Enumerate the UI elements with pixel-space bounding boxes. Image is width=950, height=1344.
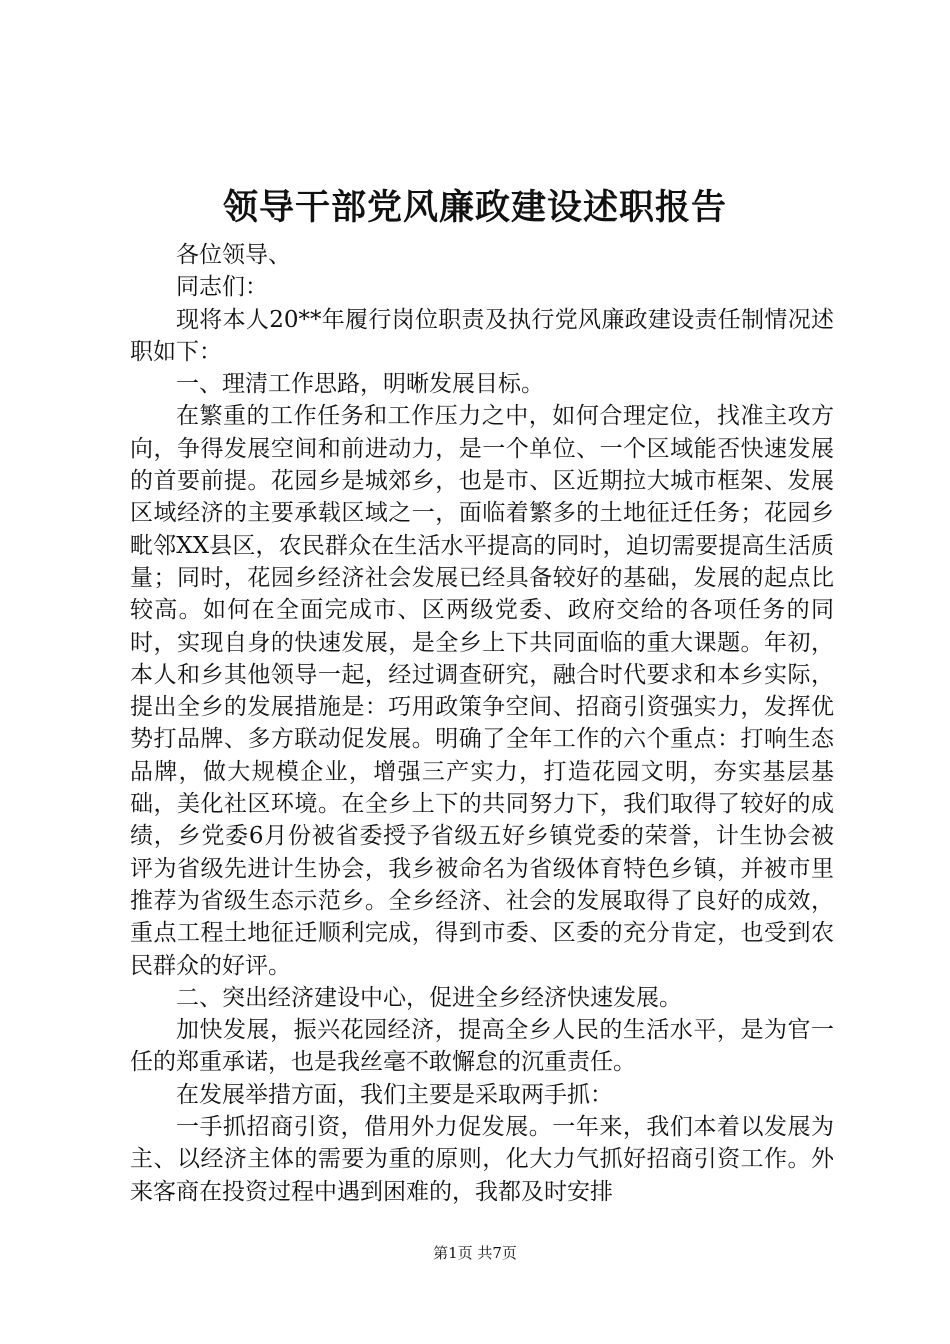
page-footer: 第1页 共7页 [433, 1244, 517, 1262]
salutation-line: 各位领导、 [176, 242, 291, 268]
body-paragraph: 一手抓招商引资，借用外力促发展。一年来，我们本着以发展为主、以经济主体的需要为重的原则，化大力气抓好招商引资工作。外来客商在投资过程中遇到困难的，我都及时安排 [130, 1114, 834, 1205]
salutation-line: 同志们： [176, 274, 268, 301]
section-heading: 一、理清工作思路，明晰发展目标。 [176, 371, 544, 398]
document-body [130, 239, 834, 1208]
intro-paragraph: 现将本人20**年履行岗位职责及执行党风廉政建设责任制情况述职如下： [130, 306, 834, 365]
section-heading: 二、突出经济建设中心，促进全乡经济快速发展。 [176, 984, 682, 1011]
body-paragraph: 在繁重的工作任务和工作压力之中，如何合理定位，找准主攻方向，争得发展空间和前进动力，是一个单位、一个区域能否快速发展的首要前提。花园乡是城郊乡，也是市、区近期拉大城市框架、发展区域经济的主要承载区域之一，面临着繁多的土地征迁任务；花园乡毗邻XX县区，农民群众在生活水平提高的同时，迫切需要提高生活质量；同时，花园乡经济社会发展已经具备较好的基础，发展的起点比较高。如何在全面完成市、区两级党委、政府交给的各项任务的同时，实现自身的快速发展，是全乡上下共同面临的重大课题。年初，本人和乡其他领导一起，经过调查研究，融合时代要求和本乡实际，提出全乡的发展措施是：巧用政策争空间、招商引资强实力，发挥优势打品牌、多方联动促发展。明确了全年工作的六个重点：打响生态品牌，做大规模企业，增强三产实力，打造花园文明，夯实基层基础，美化社区环境。在全乡上下的共同努力下，我们取得了较好的成绩，乡党委6月份被省委授予省级五好乡镇党委的荣誉，计生协会被评为省级先进计生协会，我乡被命名为省级体育特色乡镇，并被市里推荐为省级生态示范乡。全乡经济、社会的发展取得了良好的成效，重点工程土地征迁顺利完成，得到市委、区委的充分肯定，也受到农民群众的好评。 [130, 403, 834, 979]
document-title: 领导干部党风廉政建设述职报告 [222, 187, 727, 228]
body-paragraph: 在发展举措方面，我们主要是采取两手抓： [176, 1081, 613, 1108]
body-paragraph: 加快发展，振兴花园经济，提高全乡人民的生活水平，是为官一任的郑重承诺，也是我丝毫不敢懈怠的沉重责任。 [130, 1017, 834, 1076]
